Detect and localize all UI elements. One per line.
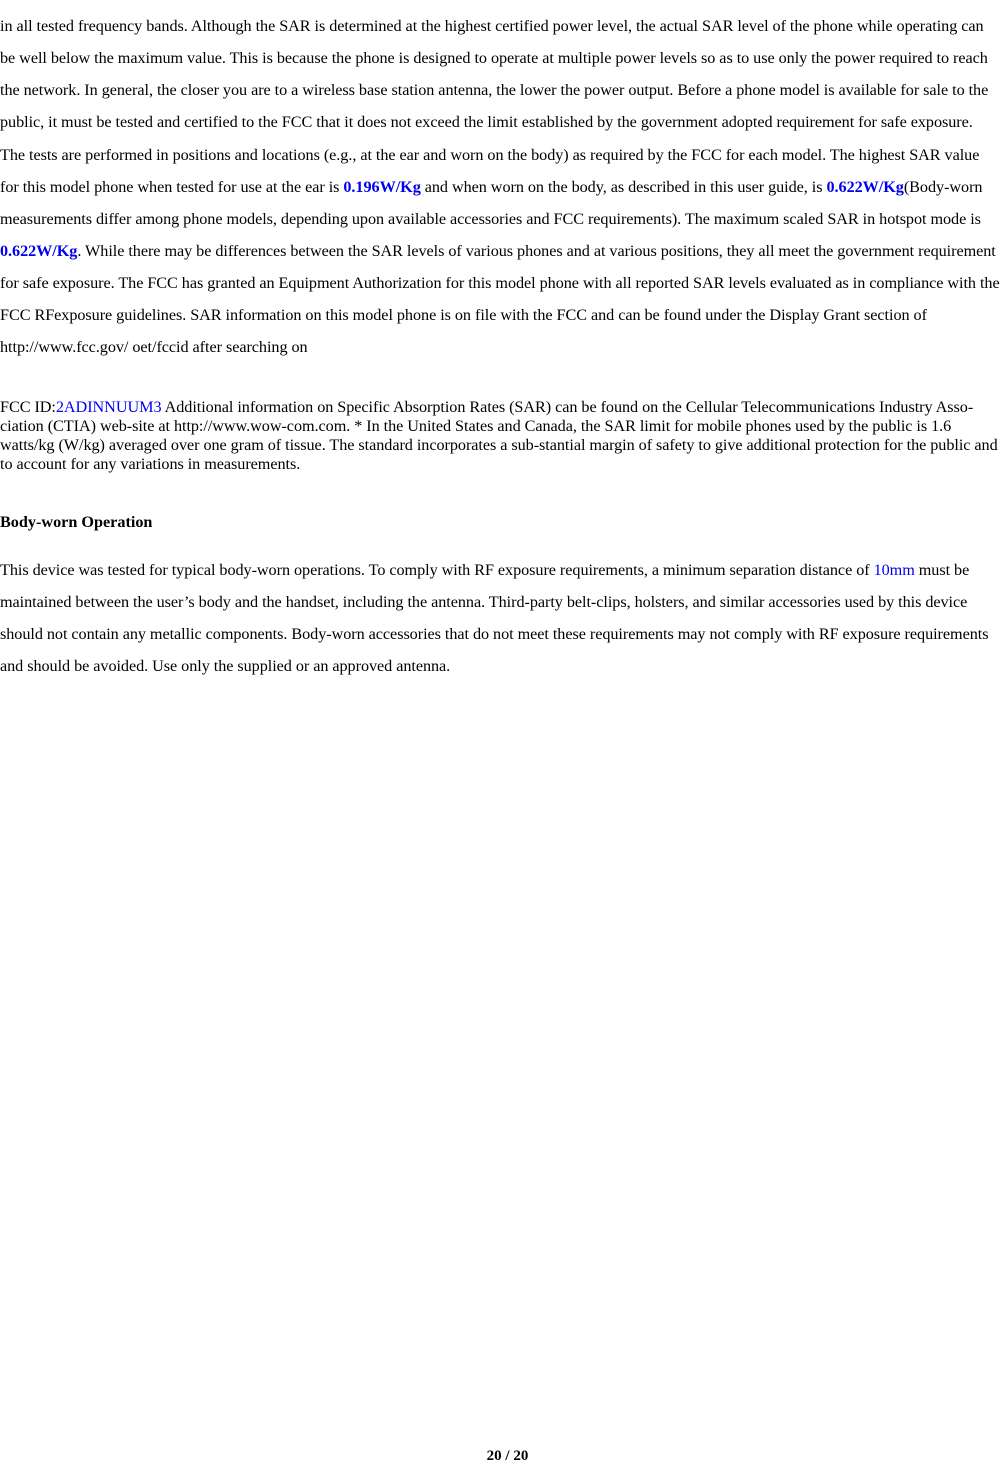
page-number: 20 / 20 xyxy=(486,1448,529,1464)
body-worn-heading: Body-worn Operation xyxy=(0,513,153,531)
sar-info-paragraph xyxy=(0,10,1001,363)
body-sar-value: 0.622W/Kg xyxy=(826,177,904,196)
body-worn-text-1: This device was tested for typical body-worn operations. To comply with RF exposure requirements, a minimum separation distance of xyxy=(0,561,874,580)
fcc-id-paragraph xyxy=(0,398,1001,474)
hotspot-sar-value: 0.622W/Kg xyxy=(0,241,78,260)
body-worn-paragraph xyxy=(0,554,1001,682)
fcc-id-prefix: FCC ID: xyxy=(0,398,56,417)
separation-distance: 10mm xyxy=(873,561,915,580)
sar-text-3: (Body-worn measurements differ among phone models, depending upon available accessories and FCC requirements). The maximum scaled SAR in hotspot mode is xyxy=(0,177,983,228)
sar-text-4: . While there may be differences between the SAR levels of various phones and at various positions, they all meet the government requirement for safe exposure. The FCC has granted an Equipment Authorization for this model phone with all reported SAR levels evaluated as in compliance with the FCC RFexposure guidelines. SAR information on this model phone is on file with the FCC and can be found under the Display Grant section of http://www.fcc.gov/ oet/fccid after searching on xyxy=(0,241,1000,357)
fcc-id-value: 2ADINNUUM3 xyxy=(55,398,162,417)
ear-sar-value: 0.196W/Kg xyxy=(343,177,421,196)
sar-text-1: in all tested frequency bands. Although the SAR is determined at the highest certified power level, the actual SAR level of the phone while operating can be well below the maximum value. This is because the phone is designed to operate at multiple power levels so as to use only the power required to reach the network. In general, the closer you are to a wireless base station antenna, the lower the power output. Before a phone model is available for sale to the public, it must be tested and certified to the FCC that it does not exceed the limit established by the government adopted requirement for safe exposure. The tests are performed in positions and locations (e.g., at the ear and worn on the body) as required by the FCC for each model. The highest SAR value for this model phone when tested for use at the ear is xyxy=(0,17,989,196)
fcc-id-text: Additional information on Specific Absorption Rates (SAR) can be found on the Cellular Telecommunications Industry Asso-ciation (CTIA) web-site at http://www.wow-com.com. * In the United States and Canada, the SAR limit for mobile phones used by the public is 1.6 watts/kg (W/kg) averaged over one gram of tissue. The standard incorporates a sub-stantial margin of safety to give additional protection for the public and to account for any variations in measurements. xyxy=(0,398,998,474)
sar-text-2: and when worn on the body, as described in this user guide, is xyxy=(420,177,827,196)
body-worn-text-2: must be maintained between the user’s body and the handset, including the antenna. Third-party belt-clips, holsters, and similar accessories used by this device should not contain any metallic components. Body-worn accessories that do not meet these requirements may not comply with RF exposure requirements and should be avoided. Use only the supplied or an approved antenna. xyxy=(0,561,989,676)
